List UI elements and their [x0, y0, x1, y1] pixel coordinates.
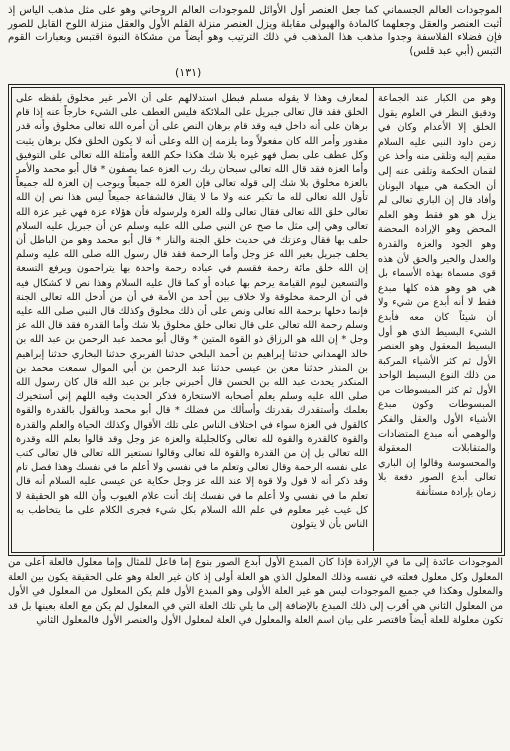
- page-header: [8, 4, 502, 86]
- sidebar-text: وهو من الكبار عند الجماعة ودقيق النظر في العلوم يقول الخلق إلا الأعدام وكان في زمن داود النبي عليه السلام مقيم إليه وتلقى منه وأخذ عن لقمان الحكمة وتلقى عنه إلى أن الحكمة هي ميهاد اليونان وأفاد قال إن الباري تعالى لم يزل هو هو فقط وهو العلم المحض وهو الإرادة المحضة وهو الجود والعزة والقدرة والعدل والخير والحق لأن هذه قوى مسماة بهذه الأسماء بل هي هو وهو هذه كلها مبدع فقط لا أنه أبدع من شيء ولا أن شيئاً كان معه فأبدع الشيء البسيط الذي هو أول البسيط المعقول وهو العنصر الأول ثم كثر الأشياء المركبة من ذلك النوع البسيط الواحد الأول ثم كثر المبسوطات من المبسوطات وكون مبدع الأشياء الأول والعقل والفكر والوهمي أنه مبدع المتضادات والمتقابلات المعقولة والمحسوسة وقالوا إن الباري تعالى أبدع الصور دفعة بلا زمان بإرادة مستأنفة: [378, 93, 496, 499]
- page-footer: [8, 556, 503, 746]
- footer-text: الموجودات عائدة إلى ما في الإرادة فإذا كان المبدع الأول أبدع الصور بنوع إما فاعل للمثال وإما معلول فالعلة أعلى من المعلول وكل معلول فعلته في نفسه وذلك المعلول الذي هو العلة أولى إذ كان غير العلة وهو على الحقيقة يكون بين العلة والمعلول وهكذا في جميع الموجودات ليس هو غير العلة الأولى وهو المبدع الأول فلم يكن المعلول من المعلول في الأول من المعلول الثاني هي أقرب إلى ذلك المبدع بالإضافة إلى ما يلي تلك العلة التي في المعلول لم يكن مع العلة بعينها بل قد تكون معلولة للعلة أيضاً فاقتصر على بيان اسم العلة والمعلول في العلة لمعلول الأول والعنصر الأول فالمعلول الثاني: [8, 557, 503, 627]
- main-text: لمعارف وهذا لا يقوله مسلم فبطل استدلالهم على أن الأمر غير مخلوق بلفظه على الخلق فقد قال تعالى جبريل على الملائكة فليس العطف على الشيء خارجاً عنه إذا قام برهان على أنه داخل فيه وقد قام برهان النص على أن أمره الله تعالى مخلوق وأنه قدر مقدور وأمر الله كان مفعولاً وما يلزمه إن الله وعلى أنه لا يكون الخلق فكل برهان يثبت وكل عطف على بصل فهو غيره بلا شك هكذا حكم اللغة وأمثلة الله تعالى على التوفيق وأما العزة فقد قال الله تعالى سبحان ربك رب العزة عما يصفون * قال أبو محمد والأمر بالعزة مخلوق بلا شك إلى قوله تعالى فإن العزة لله جميعاً ويوجب إن العزة لله جميعاً تأول الله تعالى لله ما تكبر عنه ولا ما لا يقال فالشفاعة جميعاً ليس هذا نص إن الله تعالى خلق الله تعالى فقال تعالى ولله العزة ولرسوله فأن هؤلاء عزة فهي غير عزة الله تعالى وهي إلى مثل ما صح عن النبي صلى الله عليه وسلم عن أن جبريل عليه السلام حلف بها فقال وعزتك في حديث خلق الجنة والنار * قال أبو محمد وهو من الباطل أن يحلف جبريل بغير الله عز وجل وأما الرحمة فقد قال رسول الله صلى الله عليه وسلم إن الله خلق مائة رحمة فقسم في عباده رحمة واحدة بها يتراحمون ويرفع التسعة والتسعين ليوم القيامة يرحم بها عباده أو كما قال عليه السلام وهذا نص لا كشكال فيه في أن الرحمة مخلوقة ولا خلاف بين أحد من الأمة في أن من أدخل الله تعالى الجنة فإنما دخلها برحمة الله تعالى ونص على أن ذلك مخلوق وكذلك قال النبي صلى الله عليه وسلم رحمة الله تعالى على قال تعالى خلق مخلوق بلا شك وأما القدرة فقد قال الله عز وجل * إن الله هو الرزاق ذو القوة المتين * وقال أبو محمد عبد الرحمن بن عبد الله بن خالد الهمداني حدثنا إبراهيم بن أحمد البلخي حدثنا الفربري حدثنا البخاري حدثنا إبراهيم بن المنذر حدثنا معن بن عيسى حدثنا عبد الرحمن بن أبي الموال سمعت محمد بن المنكدر يحدث عبد الله بن الحسن قال أخبرني جابر بن عبد الله قال كان رسول الله صلى الله عليه وسلم يعلم أصحابه الاستخارة فذكر الحديث وفيه اللهم إني أستخيرك بعلمك وأستقدرك بقدرتك وأسألك من فضلك * قال أبو محمد وبالقول بالقدرة والقوة كالقول في العزة سواء في اختلاف الناس على تلك الأقوال وكذلك الحياة والعلم والقدرة والقوة كالقدرة والقوة لله تعالى وكالجليلة والعزة عز وجل وقد قالوا بعلم الله وقدرة الله تعالى بل إن من القدرة والقوة لله تعالى وقالوا نستعير الله تعالى قال تعالى كتب على نفسه الرحمة وقال تعالى وتعلم ما في نفسي ولا أعلم ما في نفسك وهذا فصل تام وقد ذكر أنه لا قول ولا قوة إلا عند الله عز وجل حكاية عن عيسى عليه السلام أنه قال تعلم ما في نفسي ولا أعلم ما في نفسك إنك أنت علام الغيوب وأن الله هو الحقيقة لا كل غيب غير معلوم في علم الله السلام بكل شيء فجرى الكلام على ما يتخاطب به الناس بأن لا يتولون: [16, 93, 368, 531]
- page-number: (١٣١): [175, 66, 202, 79]
- column-divider: [373, 87, 374, 551]
- header-text: الموجودات العالم الجسماني كما جعل العنصر أول الأوائل للموجودات العالم الروحاني وهو على مثل مذهب الياس إذ أثبت العنصر والعقل وجعلهما كالمادة والهيولى مقابلة ويزل العنصر منزلة القلم الأول والعقل منزلة اللوح القابل للصور فإن فضلاء الفلاسفة وجدوا مذهب هذا المذهب في ذلك الترتيب وهو أيضاً من مشكاة النبوة اقتبس وبعبارات القوم التبس (أبي عبد قلس): [8, 5, 502, 57]
- main-column: [16, 92, 368, 547]
- side-column: [378, 92, 496, 547]
